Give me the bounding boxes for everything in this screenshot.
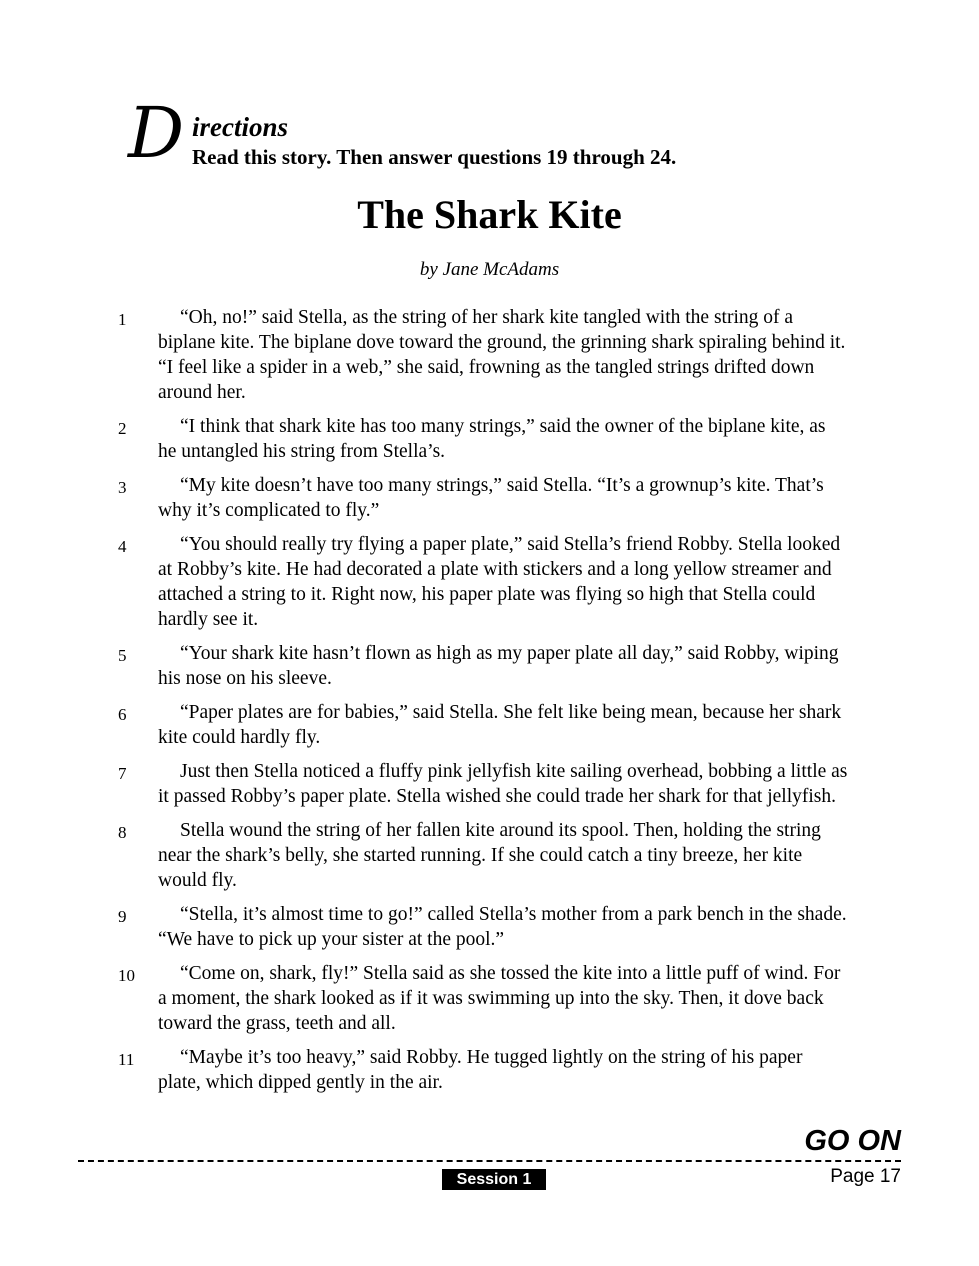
paragraph-number: 7 — [118, 764, 127, 783]
paragraph-number: 6 — [118, 705, 127, 724]
go-on-label: GO ON — [804, 1125, 901, 1157]
paragraph — [118, 759, 848, 809]
directions-instruction: Read this story. Then answer questions 19 through 24. — [192, 145, 677, 169]
paragraph-number: 4 — [118, 537, 127, 556]
story-title: The Shark Kite — [357, 192, 622, 237]
paragraph — [118, 818, 848, 893]
paragraph-text: “Oh, no!” said Stella, as the string of her shark kite tangled with the string of a biplane kite. The biplane dove toward the ground, the grinning shark spiraling behind it. “I feel like a spider in a web,” she said, frowning as the tangled strings drifted down around her. — [158, 307, 846, 403]
directions-dropcap: D — [128, 92, 185, 174]
paragraph-text: “Paper plates are for babies,” said Stella. She felt like being mean, because her shark kite could hardly fly. — [158, 702, 842, 748]
paragraph — [118, 961, 848, 1036]
paragraph — [118, 700, 848, 750]
story-byline: by Jane McAdams — [419, 259, 560, 280]
paragraph-number: 10 — [118, 966, 135, 985]
paragraph — [118, 414, 848, 464]
directions-heading: irections — [192, 112, 289, 142]
page-number: Page 17 — [830, 1166, 901, 1187]
paragraph-text: “My kite doesn’t have too many strings,” said Stella. “It’s a grownup’s kite. That’s why it’s complicated to fly.” — [158, 475, 824, 521]
paragraph-text: “Come on, shark, fly!” Stella said as she tossed the kite into a little puff of wind. For a moment, the shark looked as if it was swimming up into the sky. Then, it dove back toward the grass, teeth and all. — [158, 963, 841, 1034]
paragraph-number: 2 — [118, 419, 127, 438]
paragraph-number: 1 — [118, 310, 127, 329]
paragraph-number: 8 — [118, 823, 127, 842]
paragraph-number: 5 — [118, 646, 127, 665]
paragraph-number: 11 — [118, 1050, 135, 1069]
paragraph — [118, 532, 848, 632]
directions-block — [128, 92, 828, 174]
paragraph-number: 3 — [118, 478, 127, 497]
paragraph — [118, 641, 848, 691]
footer-divider — [78, 1160, 901, 1162]
paragraph — [118, 473, 848, 523]
paragraph — [118, 305, 848, 405]
paragraph-text: “Maybe it’s too heavy,” said Robby. He tugged lightly on the string of his paper plate, which dipped gently in the air. — [158, 1047, 803, 1093]
paragraph-text: “I think that shark kite has too many strings,” said the owner of the biplane kite, as he untangled his string from Stella’s. — [158, 416, 826, 462]
paragraph-text: “Stella, it’s almost time to go!” called Stella’s mother from a park bench in the shade. “We have to pick up your sister at the pool.” — [158, 904, 847, 950]
paragraph-text: “Your shark kite hasn’t flown as high as my paper plate all day,” said Robby, wiping his nose on his sleeve. — [158, 643, 839, 689]
paragraph-text: Just then Stella noticed a fluffy pink jellyfish kite sailing overhead, bobbing a little as it passed Robby’s paper plate. Stella wished she could trade her shark for that jellyfish. — [158, 761, 848, 807]
paragraph — [118, 902, 848, 952]
paragraph — [118, 1045, 848, 1095]
paragraph-text: Stella wound the string of her fallen kite around its spool. Then, holding the string near the shark’s belly, she started running. If she could catch a tiny breeze, her kite would fly. — [158, 820, 821, 891]
paragraph-text: “You should really try flying a paper plate,” said Stella’s friend Robby. Stella looked at Robby’s kite. He had decorated a plate with stickers and a long yellow streamer and attached a string to it. Right now, his paper plate was flying so high that Stella could hardly see it. — [158, 534, 841, 630]
session-badge: Session 1 — [442, 1169, 546, 1190]
story-body — [118, 305, 848, 1104]
paragraph-number: 9 — [118, 907, 127, 926]
